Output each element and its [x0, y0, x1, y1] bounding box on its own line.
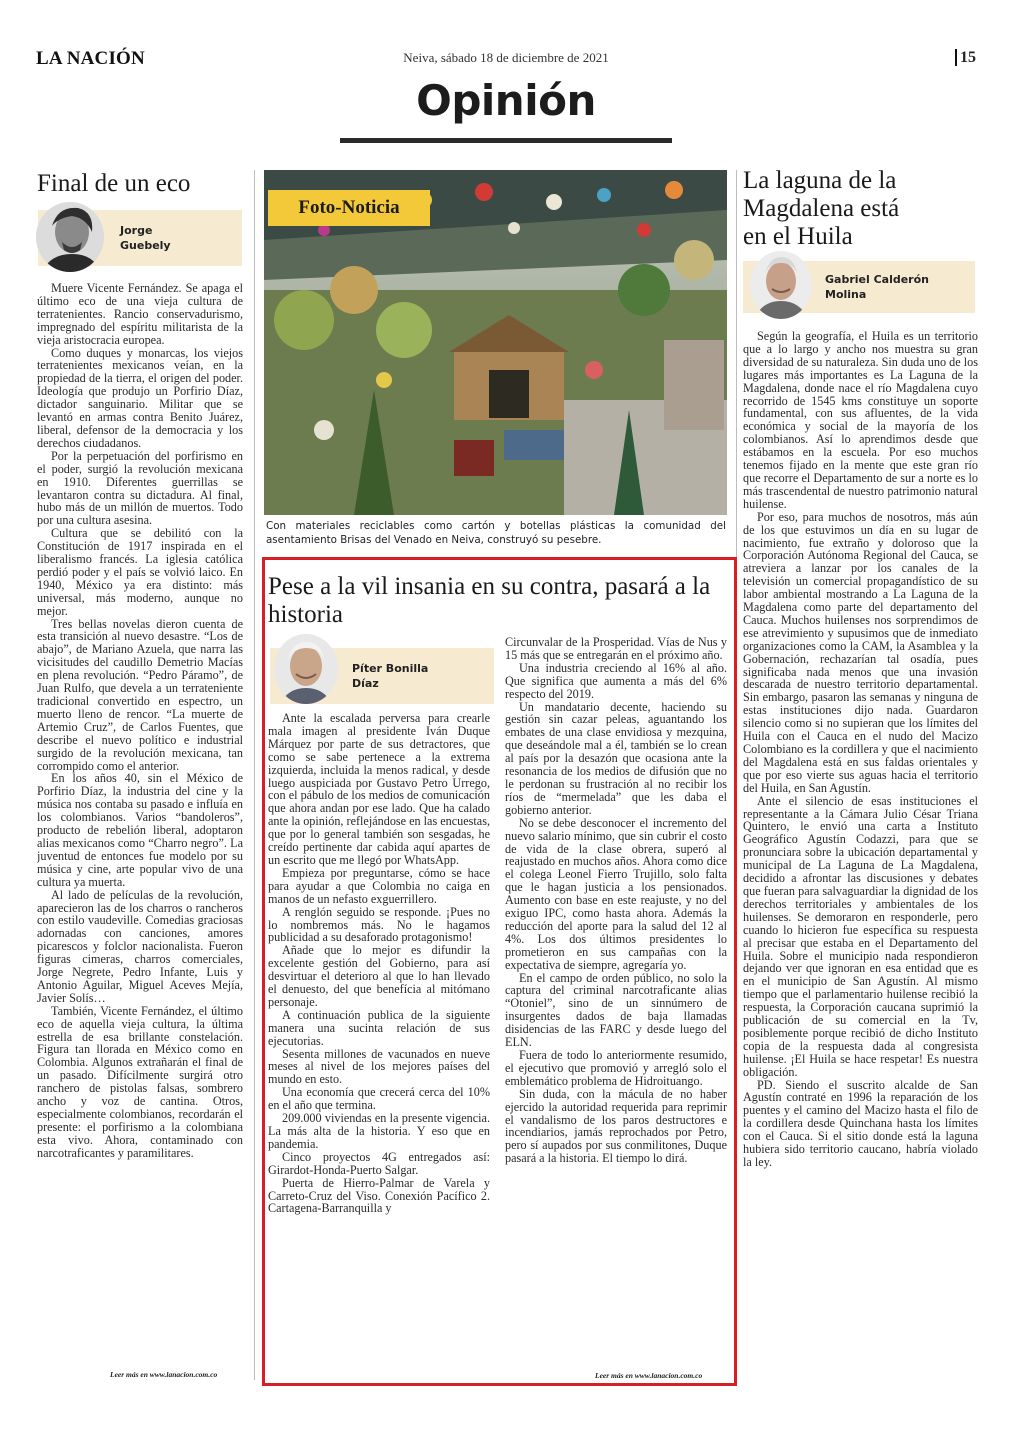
article-paragraph: Sesenta millones de vacunados en nueve meses al nivel de los mejores países del mundo en esto. — [268, 1046, 490, 1087]
article-paragraph: Una economía que crecerá cerca del 10% en el año que termina. — [268, 1085, 490, 1113]
article-paragraph: A continuación publica de la siguiente manera una sucinta relación de sus ejecutorias. — [268, 1007, 490, 1048]
article-paragraph: Ante el silencio de esas instituciones el representante a la Cámara Julio César Triana Quintero, le envió una carta a Instituto Geográfico Agustín Codazzi, para que se pronunciara sobre la ubicación departamental y municipal de La Laguna de La Magdalena, decidido a afrontar las discusiones y debates que fueran para salvaguardiar la dignidad de los derechos territoriales y ambientales de los huilenses. Se demoraron en responderle, pero cuando lo hicieron fue específica su respuesta al precisar que estaba en el Departamento del Huila. Sobre el municipio nada respondieron dejando ver que ignoran en esa entidad que es en el municipio de San Agustín. Al mismo tiempo que el parlamentario huilense recibió la respuesta, la Corporación caucana suprimió la publicación de su comercial en la Tv, posiblemente porque recibió de dicho Instituto copia de la respuesta dada al congresista huilense. ¡El Huila se hace respetar! Es nuestra obligación. — [743, 793, 978, 1079]
photo-caption: Con materiales reciclables como cartón y botellas plásticas la comunidad del asentamiento Brisas del Venado en Neiva, construyó su pesebre. — [266, 520, 726, 546]
author-photo — [274, 634, 338, 704]
article-paragraph: También, Vicente Fernández, el último eco de aquella vieja cultura, la última estrella de esa brillante constelación. Figura tan llorada en México como en Colombia. Algunos extrañarán el final de un pasado. Difícilmente surgirá otro ranchero de pistolas falsas, sombrero ancho y voz de cantina. Otros, especialmente colombianos, recordarán el presente: el porfirismo a la colombiana esta vivo. Ahora, contaminado con narcotraficantes y paramilitares. — [37, 1003, 243, 1160]
article-body — [37, 282, 243, 1366]
article-paragraph: Por eso, para muchos de nosotros, más aún de los que estuvimos un día en su lugar de nacimiento, fue extraño y doloroso que la Corporación Autónoma Regional del Cauca, se atreviera a lanzar por los canales de la televisión un comercial propagandístico de su labor ambiental mostrando a La Laguna de la Magdalena como parte del departamento del Cauca. Muchos huilenses nos sorprendimos de ese atrevimiento y supusimos que de inmediato organizaciones como la CAM, la Asamblea y la Gobernación, rechazarían tal osadía, pues significaba nada menos que una invasión descarada de nuestro territorio departamental. Sin embargo, pasaron las semanas y ninguna de estas instituciones dijo nada. Guardaron silencio como si no supieran que los límites del Huila con el Cauca en el nudo del Macizo Colombiano es la cordillera y que el nacimiento del Magdalena está en sus faldas orientales y que por eso vierte sus aguas hacia el territorio del Huila, en San Agustín. — [743, 509, 978, 795]
article-body — [743, 330, 978, 1384]
page-number: 15 — [955, 49, 976, 66]
author-portrait-icon — [750, 251, 812, 319]
headline-line: La laguna de la — [743, 167, 897, 194]
article-paragraph: No se debe desconocer el incremento del nuevo salario mínimo, que sin cubrir el costo de vida de la clase obrera, superó al reajustado en muchos años. Ahora como dice el colega Leonel Fierro Trujillo, solo falta que le hagan justicia a los pensionados. Aumento con base en este reajuste, y no del exiguo IPC, como hasta ahora. Además la reducción del aporte para la salud del 12 al 4%. Los dos últimos presidentes lo prometieron en sus campañas con la expectativa de siempre, agregaría yo. — [505, 815, 727, 972]
headline-line: Magdalena está — [743, 195, 900, 222]
article-paragraph: Según la geografía, el Huila es un territorio que a lo largo y ancho nos muestra su gran diversidad de su naturaleza. Sin duda uno de los lugares más importantes es La Laguna de la Magdalena, donde nace el río Magdalena cuyo recorrido de 1545 kms constituye un soporte fundamental, con sus afluentes, de la vida económica y social de la mayoría de los colombianos. Así lo aprendimos desde que estábamos en la escuela. Por eso muchos tenemos fijado en la mente que este gran río que recorre el Departamento de sur a norte es lo más trascendental de nuestro patrimonio natural huilense. — [743, 330, 978, 511]
author-portrait-icon — [36, 202, 104, 272]
article-paragraph: Como duques y monarcas, los viejos terratenientes mexicanos veían, en la propiedad de la tierra, el origen del poder. Ideología que produjo un Porfirio Díaz, dictador sanguinario. Militar que se levantó en armas contra Benito Juárez, liberal, defensor de la democracia y los derechos ciudadanos. — [37, 345, 243, 450]
article-paragraph: Muere Vicente Fernández. Se apaga el último eco de una vieja cultura de terratenientes. Rancio conservadurismo, impregnado del espíritu militarista de la vieja aristocracia europea. — [37, 282, 243, 347]
article-paragraph: Una industria creciendo al 16% al año. Que significa que aumenta a más del 6% respecto del 2019. — [505, 660, 727, 701]
author-name-text: Jorge Guebely — [120, 224, 171, 252]
dateline: Neiva, sábado 18 de diciembre de 2021 — [403, 50, 609, 65]
column-headline: Final de un eco — [37, 170, 191, 197]
masthead — [36, 44, 976, 70]
article-paragraph: A renglón seguido se responde. ¡Pues no lo nombremos más. No le hagamos publicidad a su desaforado protagonismo! — [268, 904, 490, 945]
article-paragraph: Añade que lo mejor es difundir la excelente gestión del Gobierno, para así desvirtuar el deterioro al que lo han llevado el denuesto, del que benefícia al mitómano personaje. — [268, 943, 490, 1009]
photo-news-tag: Foto-Noticia — [268, 190, 430, 226]
author-photo — [36, 202, 104, 272]
author-name — [120, 210, 200, 266]
article-paragraph: Circunvalar de la Prosperidad. Vías de Nus y 15 más que se entregarán en el próximo año. — [505, 636, 727, 662]
column-divider-left — [254, 170, 255, 1380]
author-name — [352, 648, 448, 704]
column-headline — [743, 167, 983, 251]
featured-body-left — [268, 712, 490, 1378]
featured-body-right — [505, 636, 727, 1366]
article-paragraph: En los años 40, sin el México de Porfirio Díaz, la industria del cine y la música nos contaba su pasado e influía en los colombianos. Varios “bandoleros”, producto de rebelión liberal, adoptaron alias mexicanos como “Charro negro”. La juventud de entonces fue modelo por su música y cine, arte popular vivo de una cultura ya muerta. — [37, 771, 243, 889]
featured-headline: Pese a la vil insania en su contra, pasará a la historia — [268, 573, 711, 628]
article-paragraph: Cultura que se debilitó con la Constitución de 1917 inspirada en el liberalismo francés. La iglesia católica perdió poder y el país se volvió laico. En 1940, México ya era distinto: más universal, más moderno, aunque no mejor. — [37, 526, 243, 618]
headline-line: en el Huila — [743, 223, 853, 250]
section-title-rule — [340, 138, 672, 143]
article-paragraph: Por la perpetuación del porfirismo en el poder, surgió la revolución mexicana en 1910. Diferentes guerrillas se levantaron contra su dictadura. Al final, hubo más de un millón de muertos. Todo por una cultura asesina. — [37, 448, 243, 528]
newspaper-logo: LA NACIÓN — [36, 48, 145, 69]
author-photo — [750, 251, 812, 319]
read-more-link[interactable]: Leer más en www.lanacion.com.co — [595, 1371, 703, 1380]
article-paragraph: Cinco proyectos 4G entregados así: Girardot-Honda-Puerto Salgar. — [268, 1149, 490, 1177]
section-title: Opinión — [416, 76, 596, 125]
article-paragraph: Sin duda, con la mácula de no haber ejercido la autoridad requerida para reprimir el vandalismo de los paros destructores e incendiarios, jamás reprochados por Petro, pero sí aupados por sus conmilitones, Duque pasará a la historia. El tiempo lo dirá. — [505, 1086, 727, 1166]
read-more-link[interactable]: Leer más en www.lanacion.com.co — [110, 1370, 218, 1379]
author-name — [825, 261, 955, 313]
article-paragraph: Ante la escalada perversa para crearle mala imagen al presidente Iván Duque Márquez por parte de sus detractores, que como se sabe pertenece a la extrema izquierda, incluida la menos radical, y desde luego auspiciada por Gustavo Petro Urrego, con el pábulo de los medios de comunicación que ahora andan por ese lado. Que ha calado ante la opinión, reflejándose en las encuestas, que por lo general también son sesgadas, he creído pertinente dar cabida aquí apartes de un escrito que me llegó por WhatsApp. — [268, 712, 490, 867]
article-paragraph: 209.000 viviendas en la presente vigencia. La más alta de la historia. Y eso que en pandemia. — [268, 1111, 490, 1151]
article-paragraph: Fuera de todo lo anteriormente resumido, el ejecutivo que promovió y arregló solo el emblemático problema de Hidroituango. — [505, 1048, 727, 1088]
article-paragraph: En el campo de orden público, no solo la captura del criminal narcotraficante alias “Otoniel”, sino de un sinnúmero de insurgentes dados de baja llamadas disidencias de las FARC y desde luego del ELN. — [505, 970, 727, 1050]
author-name-text: Gabriel Calderón Molina — [825, 273, 929, 301]
author-portrait-icon — [274, 634, 338, 704]
author-name-text: Píter Bonilla Díaz — [352, 662, 429, 690]
article-paragraph: Al lado de películas de la revolución, aparecieron las de los charros o rancheros con estilo vaudeville. Comedias graciosas adornadas con canciones, amores picarescos y folclor nacionalista. Fueron figuras cimeras, charros comerciales, Jorge Negrete, Pedro Infante, Luis y Antonio Aguilar, Miguel Aceves Mejía, Javier Solís… — [37, 887, 243, 1005]
article-paragraph: Un mandatario decente, haciendo su gestión sin cazar peleas, aguantando los embates de una clase envidiosa y mezquina, que deseándole mal a él, también se lo crean al país por la desazón que ocasiona ante la resonancia de los medios de difusión que no le perdonan su frustración al no recibir los ríos de “mermelada” que les daba el gobierno anterior. — [505, 699, 727, 817]
article-paragraph: Empieza por preguntarse, cómo se hace para ayudar a que Colombia no caiga en manos de un nefasto exguerrillero. — [268, 865, 490, 906]
article-paragraph: PD. Siendo el suscrito alcalde de San Agustín contraté en 1996 la reparación de los puentes y el camino del Macizo hasta el filo de la cordillera desde Quinchana hasta los límites con el Cauca. Si el sitio donde está la laguna hubiera sido territorio caucano, habría violado la ley. — [743, 1077, 978, 1169]
article-paragraph: Puerta de Hierro-Palmar de Varela y Carreto-Cruz del Viso. Conexión Pacífico 2. Cartagena-Barranquilla y — [268, 1175, 490, 1216]
article-paragraph: Tres bellas novelas dieron cuenta de esta transición al nuevo desastre. “Los de abajo”, de Mariano Azuela, que narra las vicisitudes del caudillo Demetrio Macías en plena revolución. “Pedro Páramo”, de Juan Rulfo, que devela a un terrateniente tradicional convertido en espectro, un muerto lleno de rencor. “La muerte de Artemio Cruz”, de Carlos Fuentes, que describe el nuevo político e industrial surgido de la revolución mexicana, tan corrompido como el anterior. — [37, 616, 243, 773]
